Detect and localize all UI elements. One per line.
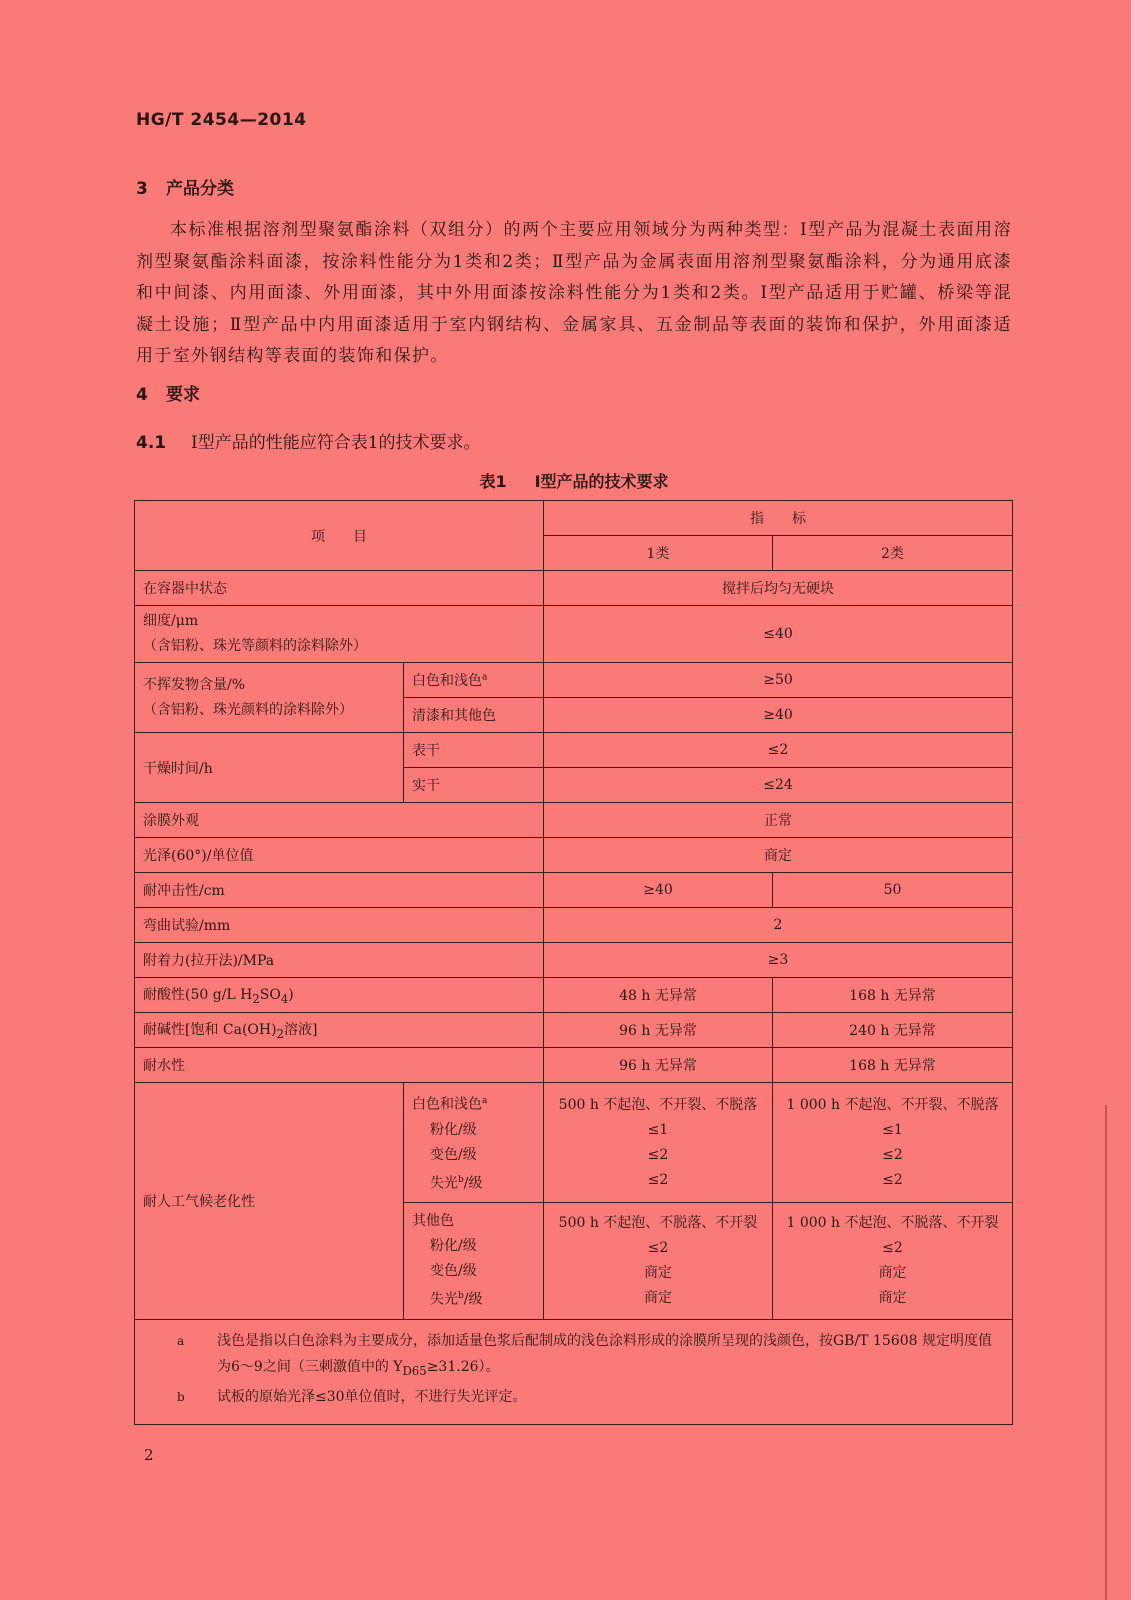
row-item: 弯曲试验/mm xyxy=(135,908,544,943)
table-row xyxy=(135,838,1013,873)
clause-4-1 xyxy=(136,428,481,453)
footnote-mark: a xyxy=(482,672,488,683)
row-item: 耐人工气候老化性 xyxy=(135,1083,404,1320)
section-3-heading xyxy=(136,174,234,199)
table-row xyxy=(135,978,1013,1013)
scan-edge-line xyxy=(1105,1105,1107,1600)
footnote-a-text: 浅色是指以白色涂料为主要成分，添加适量色浆后配制成的浅色涂料形成的涂膜所呈现的浅颜色，按GB/T 15608 规定明度值为6～9之间（三刺激值中的 $Y_{D65}\ge 31.26$）。 xyxy=(217,1332,992,1378)
row-subitem xyxy=(404,663,544,698)
row-item xyxy=(135,606,544,663)
section-4-number: 4 xyxy=(136,385,148,405)
table-row xyxy=(135,606,1013,663)
header-class-2: 2类 xyxy=(773,536,1013,571)
table-row xyxy=(135,943,1013,978)
row-value: ≤24 xyxy=(544,768,1013,803)
table-row xyxy=(135,908,1013,943)
row-item: 耐酸性(50 g/L $H_2SO_4$) xyxy=(135,978,544,1013)
section-3-title: 产品分类 xyxy=(166,179,234,199)
table-title xyxy=(136,469,1012,492)
table-notes-row xyxy=(135,1319,1013,1424)
table-row xyxy=(135,733,1013,768)
row-item: 耐冲击性/cm xyxy=(135,873,544,908)
row-subitem: 表干 xyxy=(404,733,544,768)
row-value-class-2: 240 h 无异常 xyxy=(773,1013,1013,1048)
row-subitem: 其他色 粉化/级 变色/级 失光$^b$/级 xyxy=(404,1203,544,1320)
header-index: 指 标 xyxy=(544,501,1013,536)
item-line: 不挥发物含量/% xyxy=(143,676,246,693)
row-value: 商定 xyxy=(544,838,1013,873)
row-value: ≥3 xyxy=(544,943,1013,978)
row-item: 光泽(60°)/单位值 xyxy=(135,838,544,873)
header-item: 项 目 xyxy=(135,501,544,571)
row-item xyxy=(135,663,404,733)
footnote-b-mark: b xyxy=(177,1389,185,1404)
clause-4-1-number: 4.1 xyxy=(136,433,167,453)
row-subitem: 白色和浅色$^a$ 粉化/级 变色/级 失光$^b$/级 xyxy=(404,1083,544,1203)
row-item: 耐水性 xyxy=(135,1048,544,1083)
table-header-row xyxy=(135,501,1013,536)
row-value-class-2: 168 h 无异常 xyxy=(773,978,1013,1013)
section-4-heading xyxy=(136,380,200,405)
row-item: 耐碱性[饱和 $Ca(OH)_2$溶液] xyxy=(135,1013,544,1048)
table-row xyxy=(135,1013,1013,1048)
row-value-class-1: 48 h 无异常 xyxy=(544,978,773,1013)
row-value: 正常 xyxy=(544,803,1013,838)
row-value: ≥40 xyxy=(544,698,1013,733)
section-3-number: 3 xyxy=(136,179,148,199)
table-row xyxy=(135,571,1013,606)
row-value-class-1: 96 h 无异常 xyxy=(544,1048,773,1083)
row-value: ≤2 xyxy=(544,733,1013,768)
row-value: 2 xyxy=(544,908,1013,943)
table-notes xyxy=(135,1319,1013,1424)
table-label: 表1 xyxy=(479,472,507,491)
clause-4-1-text: Ⅰ型产品的性能应符合表1的技术要求。 xyxy=(191,433,481,453)
footnote-b xyxy=(143,1384,1004,1410)
row-item: 附着力(拉开法)/MPa xyxy=(135,943,544,978)
row-value: ≥50 xyxy=(544,663,1013,698)
row-subitem: 清漆和其他色 xyxy=(404,698,544,733)
table-row xyxy=(135,663,1013,698)
standard-code: HG/T 2454—2014 xyxy=(136,110,307,130)
row-subitem: 实干 xyxy=(404,768,544,803)
row-item: 在容器中状态 xyxy=(135,571,544,606)
table-row xyxy=(135,1083,1013,1203)
table-row xyxy=(135,803,1013,838)
row-value-class-1: 96 h 无异常 xyxy=(544,1013,773,1048)
row-value-class-1: ≥40 xyxy=(544,873,773,908)
row-value-class-2: 50 xyxy=(773,873,1013,908)
footnote-b-text: 试板的原始光泽≤30单位值时，不进行失光评定。 xyxy=(217,1388,527,1405)
subitem-text: 白色和浅色 xyxy=(412,673,482,689)
row-value: 搅拌后均匀无硬块 xyxy=(544,571,1013,606)
footnote-a-mark: a xyxy=(177,1333,185,1348)
footnote-a xyxy=(143,1328,1004,1384)
item-line: 细度/μm xyxy=(143,613,199,629)
section-3-paragraph: 本标准根据溶剂型聚氨酯涂料（双组分）的两个主要应用领域分为两种类型：Ⅰ型产品为混凝土表面用溶剂型聚氨酯涂料面漆，按涂料性能分为1类和2类；Ⅱ型产品为金属表面用溶剂型聚氨酯涂料，分为通用底漆和中间漆、内用面漆、外用面漆，其中外用面漆按涂料性能分为1类和2类。Ⅰ型产品适用于贮罐、桥梁等混凝土设施；Ⅱ型产品中内用面漆适用于室内钢结构、金属家具、五金制品等表面的装饰和保护，外用面漆适用于室外钢结构等表面的装饰和保护。 xyxy=(136,220,1012,366)
spec-table xyxy=(134,500,1013,1425)
row-value-class-2: 1 000 h 不起泡、不开裂、不脱落 ≤1 ≤2 ≤2 xyxy=(773,1083,1013,1203)
row-item: 涂膜外观 xyxy=(135,803,544,838)
header-class-1: 1类 xyxy=(544,536,773,571)
row-value-class-1: 500 h 不起泡、不脱落、不开裂 ≤2 商定 商定 xyxy=(544,1203,773,1320)
row-value-class-1: 500 h 不起泡、不开裂、不脱落 ≤1 ≤2 ≤2 xyxy=(544,1083,773,1203)
row-value-class-2: 1 000 h 不起泡、不脱落、不开裂 ≤2 商定 商定 xyxy=(773,1203,1013,1320)
item-line: （含铝粉、珠光等颜料的涂料除外） xyxy=(143,638,367,654)
row-value: ≤40 xyxy=(544,606,1013,663)
table-row xyxy=(135,1048,1013,1083)
row-item: 干燥时间/h xyxy=(135,733,404,803)
item-line: （含铝粉、珠光颜料的涂料除外） xyxy=(143,701,353,718)
table-caption: Ⅰ型产品的技术要求 xyxy=(534,472,669,491)
row-value-class-2: 168 h 无异常 xyxy=(773,1048,1013,1083)
page-number: 2 xyxy=(144,1446,154,1464)
section-4-title: 要求 xyxy=(166,385,200,405)
table-row xyxy=(135,873,1013,908)
